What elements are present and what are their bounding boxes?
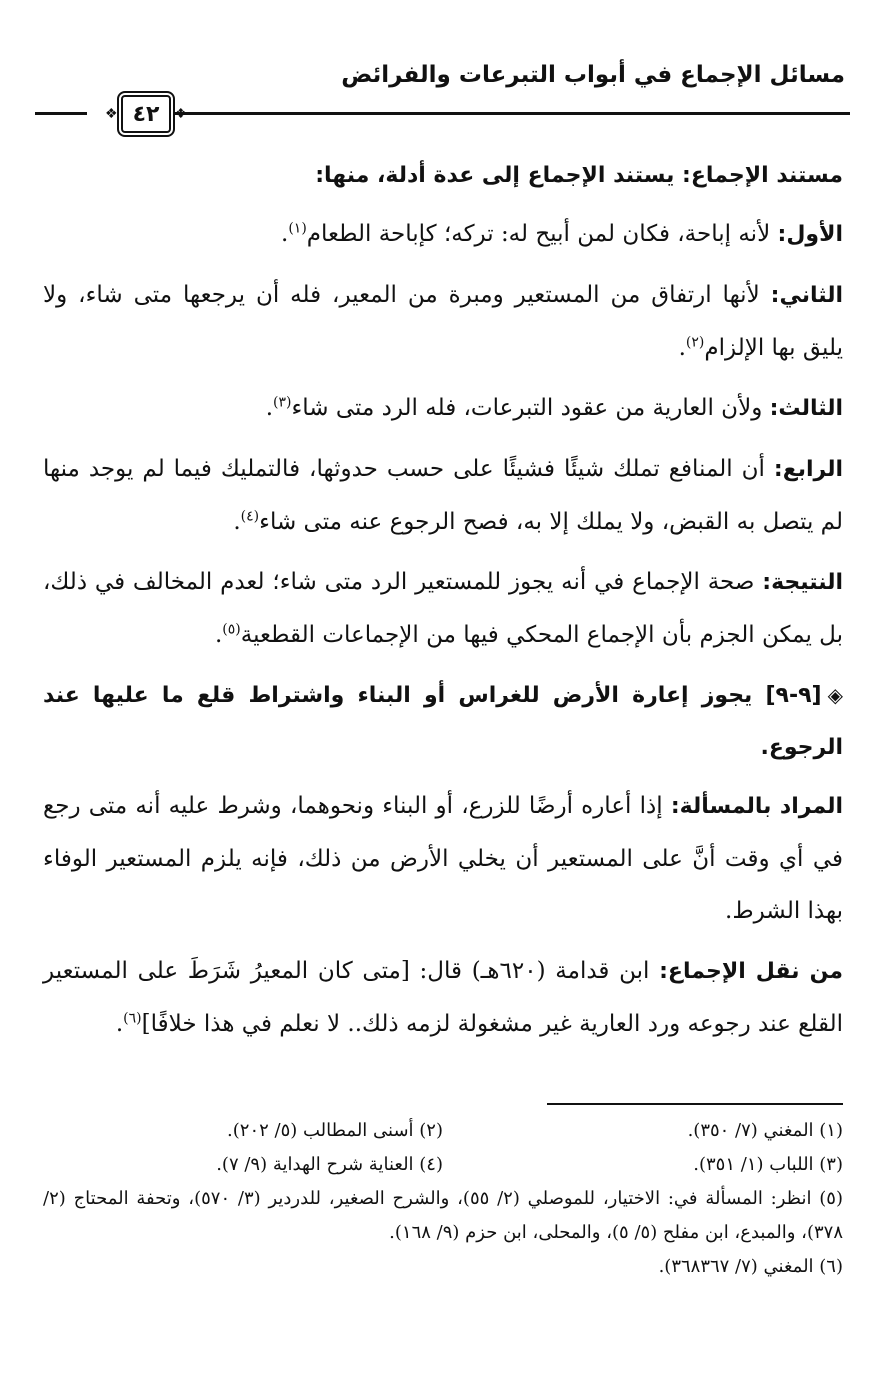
second-label: الثاني:	[770, 283, 843, 308]
result-text: صحة الإجماع في أنه يجوز للمستعير الرد متى شاء؛ لعدم المخالف في ذلك، بل يمكن الجزم بأن الإجماع المحكي فيها من الإجماعات القطعية	[43, 569, 843, 648]
page-number-frame	[90, 92, 202, 136]
period: .	[281, 221, 289, 247]
header-rule-right	[170, 112, 850, 115]
period: .	[678, 335, 686, 361]
transmission-text: ابن قدامة (٦٢٠هـ) قال: [متى كان المعيرُ شَرَطَ على المستعير القلع عند رجوعه ورد العارية غير مشغولة لزمه ذلك.. لا نعلم في هذا خلافًا]	[43, 958, 843, 1037]
diamond-icon: ◈	[827, 683, 843, 707]
footnote-2: (٢) أسنى المطالب (٥/ ٢٠٢).	[227, 1120, 443, 1141]
third-text: ولأن العارية من عقود التبرعات، فله الرد متى شاء	[291, 395, 763, 421]
paragraph-third	[43, 382, 843, 435]
paragraph-meaning	[43, 780, 843, 937]
footnote-ref: (٥)	[222, 621, 241, 638]
meaning-text: إذا أعاره أرضًا للزرع، أو البناء ونحوهما، وشرط عليه أنه متى رجع في أي وقت أنَّ على المستعير أن يخلي الأرض من ذلك، فإنه يلزم المستعير الوفاء بهذا الشرط.	[43, 793, 843, 924]
meaning-label: المراد بالمسألة:	[670, 794, 844, 819]
footnote-ref: (٢)	[685, 334, 705, 351]
ornament-icon: ❖	[174, 106, 187, 122]
footnote-3: (٣) اللباب (١/ ٣٥١).	[693, 1154, 843, 1175]
third-label: الثالث:	[769, 396, 843, 421]
footnote-ref: (٤)	[240, 508, 260, 525]
header-rule-left	[35, 112, 87, 115]
footnote-separator	[547, 1103, 843, 1105]
paragraph-result	[43, 556, 843, 661]
footnotes	[43, 1114, 843, 1284]
section-heading-text: [٩-٩] يجوز إعارة الأرض للغراس أو البناء واشتراط قلع ما عليها عند الرجوع.	[43, 683, 843, 760]
footnote-ref: (١)	[288, 220, 307, 237]
footnote-1: (١) المغني (٧/ ٣٥٠).	[687, 1120, 843, 1141]
second-text: لأنها ارتفاق من المستعير ومبرة من المعير، فله أن يرجعها متى شاء، ولا يليق بها الإلزام	[43, 282, 843, 361]
main-text	[43, 150, 843, 1058]
footnote-5: (٥) انظر: المسألة في: الاختيار، للموصلي (٢/ ٥٥)، والشرح الصغير، للدردير (٣/ ٥٧٠)، وتحفة المحتاج (٢/ ٣٧٨)، والمبدع، ابن مفلح (٥/ ٥)، والمحلى، ابن حزم (٩/ ١٦٨).	[43, 1188, 843, 1243]
footnote-row	[43, 1148, 843, 1182]
fourth-label: الرابع:	[773, 457, 844, 482]
paragraph-second	[43, 269, 843, 374]
basis-heading: مستند الإجماع: يستند الإجماع إلى عدة أدلة، منها:	[315, 163, 843, 188]
paragraph-transmission	[43, 945, 843, 1050]
fourth-text: أن المنافع تملك شيئًا فشيئًا على حسب حدوثها، فالتمليك فيما لم يوجد منها لم يتصل به القبض، ولا يملك إلا به، فصح الرجوع عنه متى شاء	[43, 456, 843, 535]
paragraph-first	[43, 208, 843, 261]
period: .	[214, 622, 223, 648]
section-heading	[43, 669, 843, 774]
period: .	[233, 509, 241, 535]
footnote-ref: (٣)	[273, 394, 292, 411]
period: .	[265, 395, 273, 421]
footnote-4: (٤) العناية شرح الهداية (٩/ ٧).	[216, 1154, 443, 1175]
running-header-title: مسائل الإجماع في أبواب التبرعات والفرائض	[341, 62, 845, 88]
first-label: الأول:	[777, 222, 843, 247]
paragraph-fourth	[43, 443, 843, 548]
footnote-6: (٦) المغني (٧/ ٣٦٨٣٦٧).	[658, 1256, 843, 1277]
first-text: لأنه إباحة، فكان لمن أبيح له: تركه؛ كإباحة الطعام	[306, 221, 771, 247]
ornament-icon: ❖	[105, 106, 118, 122]
period: .	[115, 1011, 124, 1037]
transmission-label: من نقل الإجماع:	[659, 959, 843, 984]
footnote-row	[43, 1114, 843, 1148]
footnote-ref: (٦)	[123, 1010, 142, 1027]
page-number: ٤٢	[132, 101, 160, 127]
result-label: النتيجة:	[762, 570, 844, 595]
